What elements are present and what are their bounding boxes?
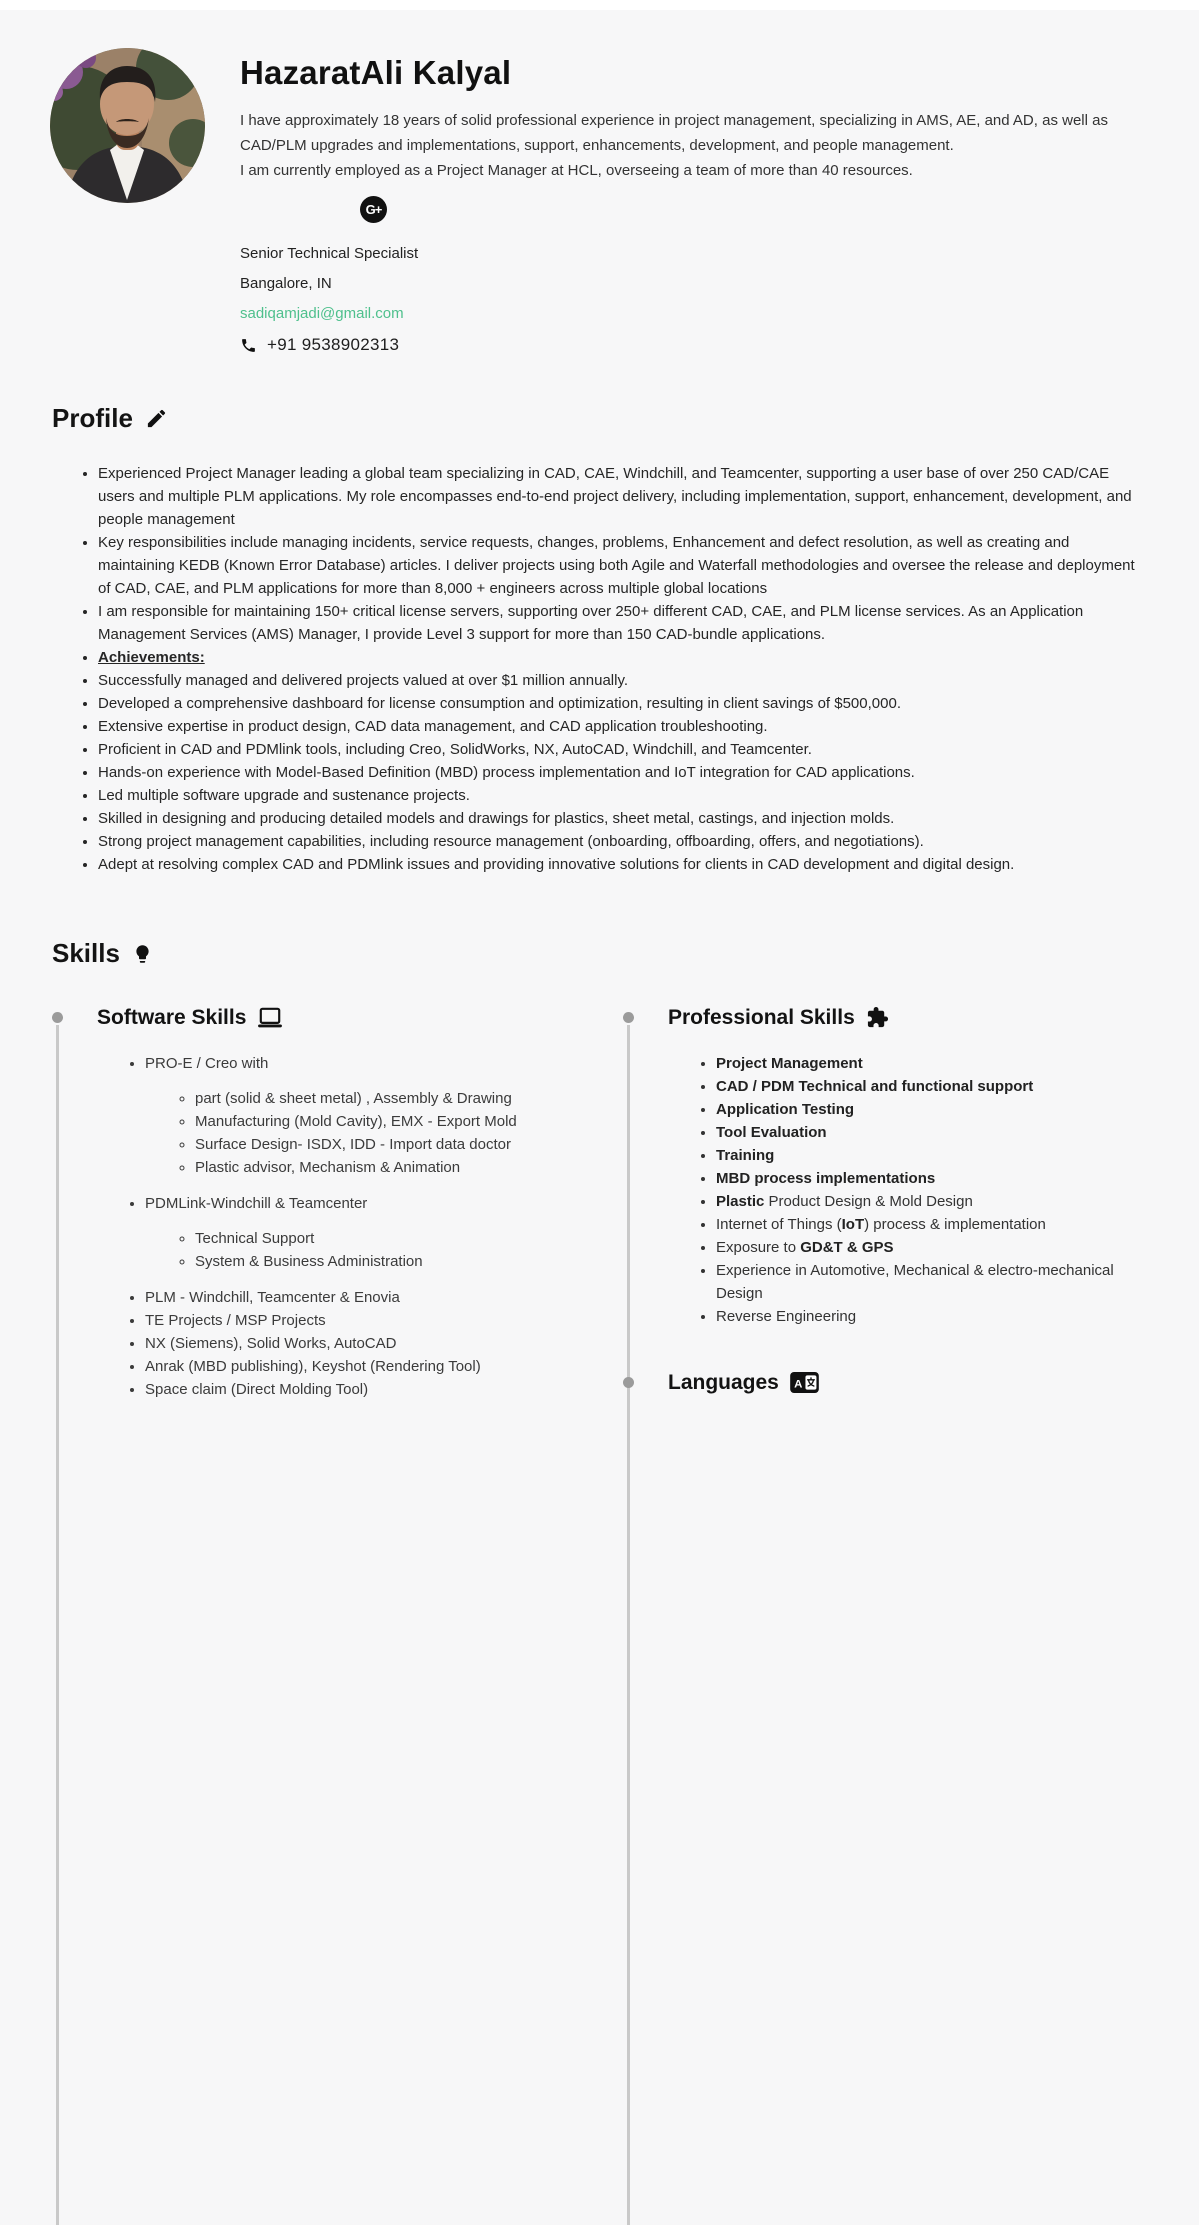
header-text	[240, 48, 1145, 355]
professional-skills-heading-label: Professional Skills	[668, 1006, 855, 1029]
lightbulb-icon	[132, 942, 153, 966]
google-plus-icon[interactable]: G+	[360, 196, 387, 223]
software-subskill: ◦ Surface Design- ISDX, IDD - Import data doctor	[195, 1133, 623, 1156]
profile-list	[52, 462, 1145, 876]
professional-skill: • Internet of Things (IoT) process & implementation	[716, 1213, 1145, 1236]
software-skills-heading	[97, 1005, 623, 1030]
location: Bangalore, IN	[240, 275, 332, 292]
professional-skill: • MBD process implementations	[716, 1167, 1145, 1190]
profile-bullet: • Successfully managed and delivered projects valued at over $1 million annually.	[98, 669, 1145, 692]
timeline-line	[627, 1025, 630, 2225]
professional-list	[668, 1052, 1145, 1328]
phone-icon	[240, 337, 257, 354]
profile-bullet: • Achievements:	[98, 646, 1145, 669]
professional-skill: • Experience in Automotive, Mechanical & electro-mechanical Design	[716, 1259, 1145, 1305]
profile-bullet: • I am responsible for maintaining 150+ critical license servers, supporting over 250+ different CAD, CAE, and PLM license services. As an Application Management Services (AMS) Manager, I provide Level 3 support for more than 150 CAD-bundle applications.	[98, 600, 1145, 646]
profile-heading-label: Profile	[52, 403, 133, 433]
profile-heading	[52, 403, 1145, 434]
profile-bullet: • Proficient in CAD and PDMlink tools, including Creo, SolidWorks, NX, AutoCAD, Windchill, and Teamcenter.	[98, 738, 1145, 761]
timeline-dot	[623, 1012, 634, 1023]
timeline-dot	[52, 1012, 63, 1023]
software-subskill: ◦ part (solid & sheet metal) , Assembly & Drawing	[195, 1087, 623, 1110]
summary-paragraph: I am currently employed as a Project Manager at HCL, overseeing a team of more than 40 resources.	[240, 162, 913, 179]
email-link[interactable]: sadiqamjadi@gmail.com	[240, 305, 404, 322]
professional-skill: • Tool Evaluation	[716, 1121, 1145, 1144]
software-skill: • Anrak (MBD publishing), Keyshot (Rendering Tool)	[145, 1355, 623, 1378]
puzzle-icon	[866, 1006, 889, 1029]
resume-header	[0, 10, 1199, 355]
software-skill: • PDMLink-Windchill & Teamcenter ◦ Technical Support ◦ System & Business Administration	[145, 1192, 623, 1273]
top-strip	[0, 0, 1199, 10]
summary	[240, 108, 1145, 183]
software-skill: • PLM - Windchill, Teamcenter & Enovia	[145, 1286, 623, 1309]
professional-skill: • Application Testing	[716, 1098, 1145, 1121]
software-list	[97, 1052, 623, 1401]
professional-skill: • Plastic Product Design & Mold Design	[716, 1190, 1145, 1213]
laptop-icon	[257, 1007, 283, 1029]
software-subskill: ◦ Technical Support	[195, 1227, 623, 1250]
skills-section	[0, 876, 1199, 1401]
summary-paragraph: I have approximately 18 years of solid professional experience in project management, specializing in AMS, AE, and AD, as well as CAD/PLM upgrades and implementations, support, enhancements, development, and people management.	[240, 112, 1108, 154]
professional-skill: • Training	[716, 1144, 1145, 1167]
professional-skill: • Reverse Engineering	[716, 1305, 1145, 1328]
software-skill: • NX (Siemens), Solid Works, AutoCAD	[145, 1332, 623, 1355]
timeline-rail	[52, 1005, 63, 1401]
software-subskill: ◦ Manufacturing (Mold Cavity), EMX - Export Mold	[195, 1110, 623, 1133]
timeline-rail	[623, 1005, 634, 1401]
job-title: Senior Technical Specialist	[240, 245, 419, 262]
professional-skill: • Project Management	[716, 1052, 1145, 1075]
profile-bullet: • Hands-on experience with Model-Based Definition (MBD) process implementation and IoT integration for CAD applications.	[98, 761, 1145, 784]
translate-icon	[790, 1372, 819, 1393]
profile-bullet: • Led multiple software upgrade and sustenance projects.	[98, 784, 1145, 807]
software-skill: • Space claim (Direct Molding Tool)	[145, 1378, 623, 1401]
avatar	[50, 48, 205, 203]
professional-skill: • CAD / PDM Technical and functional support	[716, 1075, 1145, 1098]
profile-bullet: • Skilled in designing and producing detailed models and drawings for plastics, sheet metal, castings, and injection molds.	[98, 807, 1145, 830]
skills-heading-label: Skills	[52, 938, 120, 968]
avatar-photo-illustration	[50, 48, 205, 203]
profile-bullet: • Key responsibilities include managing incidents, service requests, changes, problems, Enhancement and defect resolution, as well as creating and maintaining KEDB (Known Error Database) articles. I deliver projects using both Agile and Waterfall methodologies and oversee the release and deployment of CAD, CAE, and PLM applications for more than 8,000 + engineers across multiple global locations	[98, 531, 1145, 600]
social-links	[360, 196, 1145, 223]
pencil-icon	[145, 407, 168, 430]
professional-skill: • Exposure to GD&T & GPS	[716, 1236, 1145, 1259]
languages-heading-label: Languages	[668, 1371, 779, 1394]
software-skill: • PRO-E / Creo with ◦ part (solid & sheet metal) , Assembly & Drawing ◦ Manufacturing (Mold Cavity), EMX - Export Mold ◦ Surface Design- ISDX, IDD - Import data doctor ◦ Plastic advisor, Mechanism & Animation	[145, 1052, 623, 1179]
profile-bullet: • Strong project management capabilities, including resource management (onboarding, offboarding, offers, and negotiations).	[98, 830, 1145, 853]
person-name: HazaratAli Kalyal	[240, 54, 512, 91]
professional-skills-column	[623, 1005, 1145, 1401]
phone-link[interactable]	[240, 335, 1145, 355]
profile-section	[0, 355, 1199, 876]
contact-block	[240, 245, 1145, 355]
profile-bullet: • Developed a comprehensive dashboard for license consumption and optimization, resulting in client savings of $500,000.	[98, 692, 1145, 715]
phone-number: +91 9538902313	[267, 335, 400, 354]
timeline-line	[56, 1025, 59, 2225]
profile-bullet: • Experienced Project Manager leading a global team specializing in CAD, CAE, Windchill, and Teamcenter, supporting a user base of over 250 CAD/CAE users and multiple PLM applications. My role encompasses end-to-end project delivery, including implementation, support, enhancement, development, and people management	[98, 462, 1145, 531]
software-skills-column	[52, 1005, 623, 1401]
software-subskill: ◦ Plastic advisor, Mechanism & Animation	[195, 1156, 623, 1179]
languages-heading	[668, 1370, 1145, 1395]
software-skills-heading-label: Software Skills	[97, 1006, 247, 1029]
svg-text:A: A	[794, 1378, 803, 1391]
software-subskill: ◦ System & Business Administration	[195, 1250, 623, 1273]
profile-bullet: • Extensive expertise in product design, CAD data management, and CAD application troubleshooting.	[98, 715, 1145, 738]
profile-bullet: • Adept at resolving complex CAD and PDMlink issues and providing innovative solutions for clients in CAD development and digital design.	[98, 853, 1145, 876]
professional-skills-heading	[668, 1005, 1145, 1030]
software-skill: • TE Projects / MSP Projects	[145, 1309, 623, 1332]
skills-heading	[52, 938, 1145, 969]
